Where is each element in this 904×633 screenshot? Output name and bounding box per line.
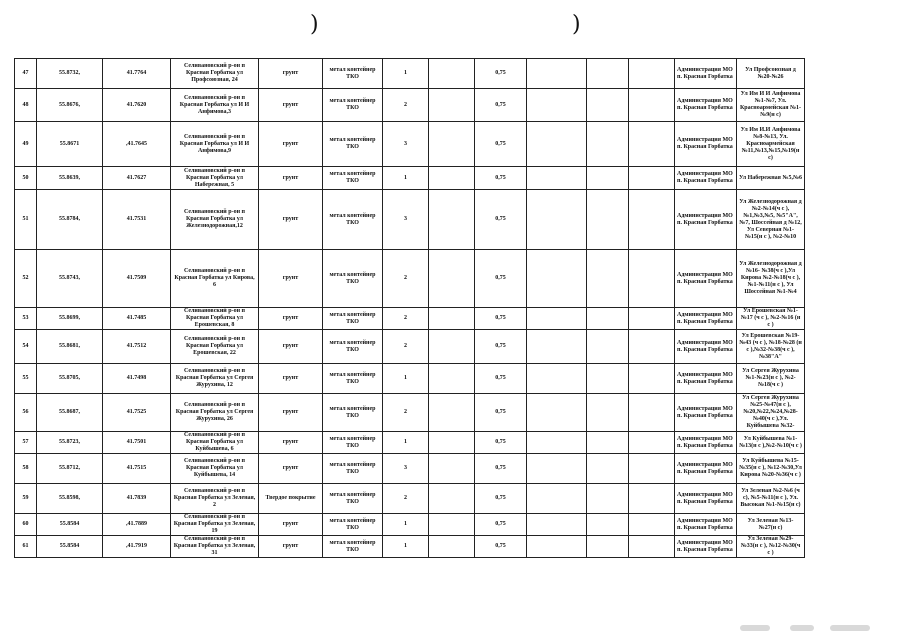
cell-empty xyxy=(629,122,675,167)
cell-empty xyxy=(527,432,587,454)
cell-owner: Администрация МО п. Красная Горбатка xyxy=(675,250,737,308)
cell-empty xyxy=(527,394,587,432)
cell-address: Селивановский р-он п Красная Горбатка ул Ерошевская, 8 xyxy=(171,308,259,330)
cell-latitude: 55.8705, xyxy=(37,364,103,394)
cell-surface: грунт xyxy=(259,167,323,190)
cell-number: 59 xyxy=(15,484,37,514)
cell-served-addresses: Ул Профсоюзная д №20-№26 xyxy=(737,59,805,89)
cell-latitude: 55.8639, xyxy=(37,167,103,190)
cell-empty xyxy=(429,432,475,454)
table-row xyxy=(15,190,805,250)
cell-empty xyxy=(527,250,587,308)
cell-longitude: 41.7627 xyxy=(103,167,171,190)
cell-volume: 0,75 xyxy=(475,250,527,308)
cell-empty xyxy=(527,364,587,394)
cell-owner: Администрация МО п. Красная Горбатка xyxy=(675,308,737,330)
cell-empty xyxy=(527,536,587,558)
table-row xyxy=(15,89,805,122)
cell-latitude: 55.8584 xyxy=(37,514,103,536)
cell-served-addresses: Ул Им И И Анфимова №1-№7, Ул. Красноармейская №1-№9(н с) xyxy=(737,89,805,122)
cell-container-count: 2 xyxy=(383,250,429,308)
cell-empty xyxy=(527,190,587,250)
table-row xyxy=(15,330,805,364)
cell-served-addresses: Ул Зеленая №13-№27(н с) xyxy=(737,514,805,536)
cell-container-count: 1 xyxy=(383,364,429,394)
cell-empty xyxy=(527,167,587,190)
cell-owner: Администрация МО п. Красная Горбатка xyxy=(675,484,737,514)
cell-latitude: 55.8732, xyxy=(37,59,103,89)
cell-container-count: 2 xyxy=(383,394,429,432)
cell-volume: 0,75 xyxy=(475,536,527,558)
cell-address: Селивановский р-он п Красная Горбатка ул Сергея Журухина, 12 xyxy=(171,364,259,394)
cell-container-type: метал контейнер ТКО xyxy=(323,122,383,167)
cell-empty xyxy=(629,250,675,308)
table-row xyxy=(15,536,805,558)
cell-address: Селивановский р-он п Красная Горбатка ул Кирова, 6 xyxy=(171,250,259,308)
cell-empty xyxy=(429,330,475,364)
cell-empty xyxy=(429,536,475,558)
cell-served-addresses: Ул Ерошевская №1-№17 (ч с ), №2-№16 (н с ) xyxy=(737,308,805,330)
cell-surface: грунт xyxy=(259,364,323,394)
cell-address: Селивановский р-он п Красная Горбатка ул Куйбышева, 6 xyxy=(171,432,259,454)
cell-container-type: метал контейнер ТКО xyxy=(323,190,383,250)
cell-longitude: 41.7485 xyxy=(103,308,171,330)
cell-longitude: 41.7531 xyxy=(103,190,171,250)
cell-container-type: метал контейнер ТКО xyxy=(323,432,383,454)
cell-owner: Администрация МО п. Красная Горбатка xyxy=(675,454,737,484)
cell-served-addresses: Ул Сергея Журухина №1-№23(н с ), №2-№18(ч с ) xyxy=(737,364,805,394)
cell-served-addresses: Ул Зеленая №29-№33(н с ), №12-№30(ч с ) xyxy=(737,536,805,558)
cell-empty xyxy=(429,122,475,167)
cell-volume: 0,75 xyxy=(475,308,527,330)
cell-address: Селивановский р-он п Красная Горбатка ул И И Анфимова,9 xyxy=(171,122,259,167)
cell-address: Селивановский р-он п Красная Горбатка ул И И Анфимова,3 xyxy=(171,89,259,122)
cell-empty xyxy=(629,330,675,364)
scan-smudge xyxy=(830,625,870,631)
cell-longitude: 41.7509 xyxy=(103,250,171,308)
cell-served-addresses: Ул Ерошевская №19-№43 (ч с ), №18-№28 (н с ),№32-№38(ч с ),№38"А" xyxy=(737,330,805,364)
cell-latitude: 55.8681, xyxy=(37,330,103,364)
cell-volume: 0,75 xyxy=(475,454,527,484)
cell-served-addresses: Ул Железнодорожная д №2-№14(ч с ),№1,№3,№5, №5"А",№7, Шоссейная д №12, Ул Северная №1-№15(н с ), №2-№10 xyxy=(737,190,805,250)
table-row xyxy=(15,59,805,89)
cell-served-addresses: Ул Зеленая №2-№6 (ч с), №5-№11(н с ), Ул. Высокая №1-№15(н с) xyxy=(737,484,805,514)
cell-empty xyxy=(527,330,587,364)
table-row xyxy=(15,250,805,308)
cell-empty xyxy=(587,432,629,454)
cell-volume: 0,75 xyxy=(475,190,527,250)
cell-empty xyxy=(629,454,675,484)
cell-empty xyxy=(629,89,675,122)
cell-empty xyxy=(587,190,629,250)
cell-empty xyxy=(629,394,675,432)
cell-served-addresses: Ул Железнодорожная д №16- №38(ч с ),Ул Кирова №2-№18(ч с ),№1-№11(н с ), Ул Шоссейная №1-№4 xyxy=(737,250,805,308)
cell-number: 60 xyxy=(15,514,37,536)
cell-surface: грунт xyxy=(259,250,323,308)
cell-address: Селивановский р-он п Красная Горбатка ул Зеленая, 19 xyxy=(171,514,259,536)
cell-served-addresses: Ул Сергея Журухина №25-№47(н с ), №20,№22,№24,№28-№40(ч с ),Ул. Куйбышева №32- xyxy=(737,394,805,432)
table-row xyxy=(15,394,805,432)
cell-longitude: 41.7525 xyxy=(103,394,171,432)
cell-longitude: 41.7512 xyxy=(103,330,171,364)
cell-owner: Администрация МО п. Красная Горбатка xyxy=(675,59,737,89)
cell-latitude: 55.8743, xyxy=(37,250,103,308)
cell-empty xyxy=(527,59,587,89)
cell-address: Селивановский р-он п Красная Горбатка ул Железнодорожная,12 xyxy=(171,190,259,250)
cell-surface: грунт xyxy=(259,122,323,167)
cell-container-count: 2 xyxy=(383,308,429,330)
cell-address: Селивановский р-он п Красная Горбатка ул Профсоюзная, 24 xyxy=(171,59,259,89)
cell-address: Селивановский р-он п Красная Горбатка ул Набережная, 5 xyxy=(171,167,259,190)
cell-empty xyxy=(429,394,475,432)
cell-number: 51 xyxy=(15,190,37,250)
cell-container-count: 3 xyxy=(383,190,429,250)
cell-container-type: метал контейнер ТКО xyxy=(323,250,383,308)
cell-longitude: 41.7839 xyxy=(103,484,171,514)
cell-empty xyxy=(629,364,675,394)
cell-empty xyxy=(429,454,475,484)
cell-empty xyxy=(629,167,675,190)
cell-surface: грунт xyxy=(259,190,323,250)
cell-latitude: 55.8723, xyxy=(37,432,103,454)
cell-empty xyxy=(587,484,629,514)
cell-number: 56 xyxy=(15,394,37,432)
cell-container-count: 2 xyxy=(383,330,429,364)
cell-surface: грунт xyxy=(259,308,323,330)
cell-surface: грунт xyxy=(259,89,323,122)
cell-container-count: 1 xyxy=(383,536,429,558)
scan-mark-right: ) xyxy=(572,12,581,37)
cell-number: 54 xyxy=(15,330,37,364)
cell-latitude: 55.8598, xyxy=(37,484,103,514)
cell-empty xyxy=(587,330,629,364)
cell-longitude: ,41.7919 xyxy=(103,536,171,558)
cell-owner: Администрация МО п. Красная Горбатка xyxy=(675,122,737,167)
cell-empty xyxy=(587,122,629,167)
table-row xyxy=(15,308,805,330)
cell-longitude: 41.7620 xyxy=(103,89,171,122)
cell-container-count: 1 xyxy=(383,59,429,89)
cell-container-type: метал контейнер ТКО xyxy=(323,330,383,364)
cell-container-type: метал контейнер ТКО xyxy=(323,514,383,536)
table-row xyxy=(15,364,805,394)
cell-empty xyxy=(429,364,475,394)
cell-surface: грунт xyxy=(259,514,323,536)
cell-volume: 0,75 xyxy=(475,432,527,454)
cell-longitude: 41.7515 xyxy=(103,454,171,484)
cell-address: Селивановский р-он п Красная Горбатка ул Зеленая, 31 xyxy=(171,536,259,558)
table-row xyxy=(15,514,805,536)
cell-latitude: 55.8584 xyxy=(37,536,103,558)
cell-longitude: 41.7764 xyxy=(103,59,171,89)
cell-empty xyxy=(587,250,629,308)
cell-latitude: 55.8712, xyxy=(37,454,103,484)
cell-surface: Твердое покрытие xyxy=(259,484,323,514)
cell-surface: грунт xyxy=(259,59,323,89)
cell-empty xyxy=(587,308,629,330)
cell-empty xyxy=(587,167,629,190)
cell-longitude: 41.7498 xyxy=(103,364,171,394)
cell-empty xyxy=(429,167,475,190)
cell-empty xyxy=(587,536,629,558)
cell-longitude: 41.7501 xyxy=(103,432,171,454)
table-row xyxy=(15,167,805,190)
cell-address: Селивановский р-он п Красная Горбатка ул Сергея Журухина, 26 xyxy=(171,394,259,432)
cell-latitude: 55.8676, xyxy=(37,89,103,122)
cell-number: 57 xyxy=(15,432,37,454)
cell-served-addresses: Ул Набережная №5,№6 xyxy=(737,167,805,190)
cell-address: Селивановский р-он п Красная Горбатка ул Зеленая, 2 xyxy=(171,484,259,514)
cell-empty xyxy=(587,59,629,89)
cell-container-count: 3 xyxy=(383,122,429,167)
cell-container-type: метал контейнер ТКО xyxy=(323,394,383,432)
registry-table xyxy=(14,58,805,558)
cell-number: 61 xyxy=(15,536,37,558)
cell-latitude: 55.8784, xyxy=(37,190,103,250)
cell-empty xyxy=(527,514,587,536)
cell-surface: грунт xyxy=(259,454,323,484)
cell-empty xyxy=(429,514,475,536)
cell-address: Селивановский р-он п Красная Горбатка ул Ерошевская, 22 xyxy=(171,330,259,364)
cell-empty xyxy=(587,89,629,122)
table-row xyxy=(15,454,805,484)
table-row xyxy=(15,432,805,454)
cell-empty xyxy=(587,364,629,394)
cell-owner: Администрация МО п. Красная Горбатка xyxy=(675,167,737,190)
cell-empty xyxy=(629,514,675,536)
cell-owner: Администрация МО п. Красная Горбатка xyxy=(675,364,737,394)
cell-owner: Администрация МО п. Красная Горбатка xyxy=(675,514,737,536)
cell-empty xyxy=(587,514,629,536)
cell-served-addresses: Ул Куйбышева №1-№13(н с ),№2-№10(ч с ) xyxy=(737,432,805,454)
cell-surface: грунт xyxy=(259,330,323,364)
cell-container-count: 1 xyxy=(383,167,429,190)
cell-address: Селивановский р-он п Красная Горбатка ул Куйбышева, 14 xyxy=(171,454,259,484)
cell-longitude: ,41.7889 xyxy=(103,514,171,536)
cell-container-type: метал контейнер ТКО xyxy=(323,167,383,190)
cell-empty xyxy=(629,484,675,514)
cell-empty xyxy=(527,454,587,484)
table-row xyxy=(15,484,805,514)
cell-container-count: 3 xyxy=(383,454,429,484)
cell-surface: грунт xyxy=(259,536,323,558)
scan-smudge xyxy=(740,625,770,631)
cell-volume: 0,75 xyxy=(475,89,527,122)
cell-empty xyxy=(629,536,675,558)
cell-container-type: метал контейнер ТКО xyxy=(323,536,383,558)
cell-container-type: метал контейнер ТКО xyxy=(323,454,383,484)
cell-empty xyxy=(429,59,475,89)
cell-surface: грунт xyxy=(259,432,323,454)
cell-container-type: метал контейнер ТКО xyxy=(323,484,383,514)
cell-empty xyxy=(429,250,475,308)
scan-smudge xyxy=(790,625,814,631)
registry-table-body xyxy=(15,59,805,558)
cell-empty xyxy=(527,484,587,514)
cell-longitude: ,41.7645 xyxy=(103,122,171,167)
cell-empty xyxy=(629,59,675,89)
cell-empty xyxy=(429,308,475,330)
cell-volume: 0,75 xyxy=(475,167,527,190)
cell-latitude: 55.8671 xyxy=(37,122,103,167)
cell-owner: Администрация МО п. Красная Горбатка xyxy=(675,394,737,432)
cell-number: 58 xyxy=(15,454,37,484)
cell-volume: 0,75 xyxy=(475,364,527,394)
cell-empty xyxy=(587,394,629,432)
cell-latitude: 55.8699, xyxy=(37,308,103,330)
cell-empty xyxy=(429,484,475,514)
cell-latitude: 55.8687, xyxy=(37,394,103,432)
cell-volume: 0,75 xyxy=(475,59,527,89)
table-row xyxy=(15,122,805,167)
cell-container-type: метал контейнер ТКО xyxy=(323,89,383,122)
cell-volume: 0,75 xyxy=(475,484,527,514)
cell-empty xyxy=(629,308,675,330)
cell-container-type: метал контейнер ТКО xyxy=(323,59,383,89)
cell-number: 50 xyxy=(15,167,37,190)
cell-empty xyxy=(527,89,587,122)
cell-volume: 0,75 xyxy=(475,330,527,364)
cell-empty xyxy=(629,190,675,250)
cell-number: 49 xyxy=(15,122,37,167)
cell-empty xyxy=(429,190,475,250)
cell-volume: 0,75 xyxy=(475,122,527,167)
cell-container-type: метал контейнер ТКО xyxy=(323,364,383,394)
cell-owner: Администрация МО п. Красная Горбатка xyxy=(675,330,737,364)
cell-owner: Администрация МО п. Красная Горбатка xyxy=(675,89,737,122)
cell-empty xyxy=(429,89,475,122)
cell-number: 53 xyxy=(15,308,37,330)
cell-container-count: 1 xyxy=(383,432,429,454)
cell-surface: грунт xyxy=(259,394,323,432)
cell-owner: Администрация МО п. Красная Горбатка xyxy=(675,536,737,558)
cell-owner: Администрация МО п. Красная Горбатка xyxy=(675,432,737,454)
cell-empty xyxy=(587,454,629,484)
cell-volume: 0,75 xyxy=(475,394,527,432)
cell-volume: 0,75 xyxy=(475,514,527,536)
cell-container-count: 1 xyxy=(383,514,429,536)
cell-empty xyxy=(527,122,587,167)
cell-container-count: 2 xyxy=(383,89,429,122)
cell-owner: Администрация МО п. Красная Горбатка xyxy=(675,190,737,250)
cell-served-addresses: Ул Куйбышева №15-№35(н с ), №12-№30,Ул Кирова №20-№36(ч с ) xyxy=(737,454,805,484)
cell-number: 52 xyxy=(15,250,37,308)
cell-empty xyxy=(527,308,587,330)
cell-container-count: 2 xyxy=(383,484,429,514)
cell-number: 47 xyxy=(15,59,37,89)
scan-mark-left: ) xyxy=(310,12,319,37)
cell-number: 55 xyxy=(15,364,37,394)
cell-container-type: метал контейнер ТКО xyxy=(323,308,383,330)
cell-served-addresses: Ул Им И.И Анфимова №8-№13, Ул. Красноармейская №11,№13,№15,№19(н с) xyxy=(737,122,805,167)
cell-empty xyxy=(629,432,675,454)
cell-number: 48 xyxy=(15,89,37,122)
